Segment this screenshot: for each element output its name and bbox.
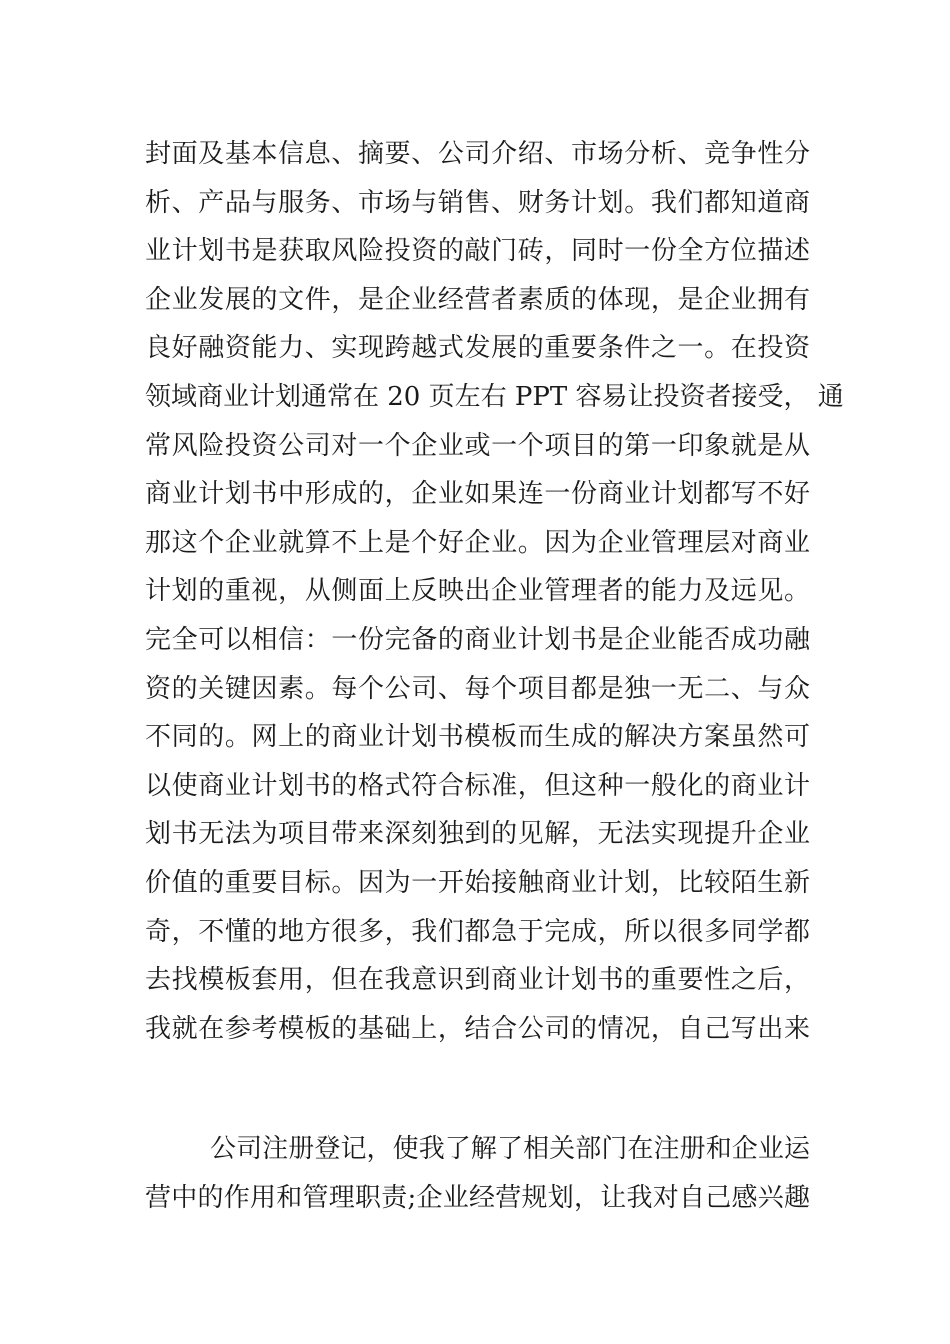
body-paragraph-2: [145, 1125, 810, 1222]
text-line: 封面及基本信息、摘要、公司介绍、市场分析、竞争性分: [145, 139, 810, 169]
text-line: 计划的重视，从侧面上反映出企业管理者的能力及远见。: [145, 576, 810, 607]
text-line: 常风险投资公司对一个企业或一个项目的第一印象就是从: [145, 430, 810, 461]
text-line: 划书无法为项目带来深刻独到的见解，无法实现提升企业: [145, 819, 810, 850]
text-line: 去找模板套用，但在我意识到商业计划书的重要性之后，: [145, 965, 810, 996]
text-line: 那这个企业就算不上是个好企业。因为企业管理层对商业: [145, 527, 810, 558]
text-line: 析、产品与服务、市场与销售、财务计划。我们都知道商: [145, 187, 810, 218]
text-line: 良好融资能力、实现跨越式发展的重要条件之一。在投资: [145, 333, 810, 364]
text-line: 资的关键因素。每个公司、每个项目都是独一无二、与众: [145, 673, 810, 704]
text-line: 商业计划书中形成的，企业如果连一份商业计划都写不好: [145, 479, 810, 510]
text-line: 我就在参考模板的基础上，结合公司的情况，自己写出来: [145, 1013, 810, 1044]
text-line: 营中的作用和管理职责;企业经营规划，让我对自己感兴趣: [145, 1182, 810, 1213]
text-line: 企业发展的文件，是企业经营者素质的体现，是企业拥有: [145, 284, 810, 315]
text-line: 价值的重要目标。因为一开始接触商业计划，比较陌生新: [145, 867, 810, 898]
text-line: 奇，不懂的地方很多，我们都急于完成，所以很多同学都: [145, 916, 810, 947]
text-line: 以使商业计划书的格式符合标准，但这种一般化的商业计: [145, 770, 810, 801]
text-line: 完全可以相信：一份完备的商业计划书是企业能否成功融: [145, 624, 810, 655]
text-line: 领域商业计划通常在 20 页左右 PPT 容易让投资者接受， 通: [145, 381, 844, 412]
text-line: 公司注册登记，使我了解了相关部门在注册和企业运: [210, 1134, 810, 1164]
text-line: 业计划书是获取风险投资的敲门砖，同时一份全方位描述: [145, 236, 810, 267]
text-line: 不同的。网上的商业计划书模板而生成的解决方案虽然可: [145, 722, 810, 753]
body-paragraph-1: [145, 130, 844, 1053]
